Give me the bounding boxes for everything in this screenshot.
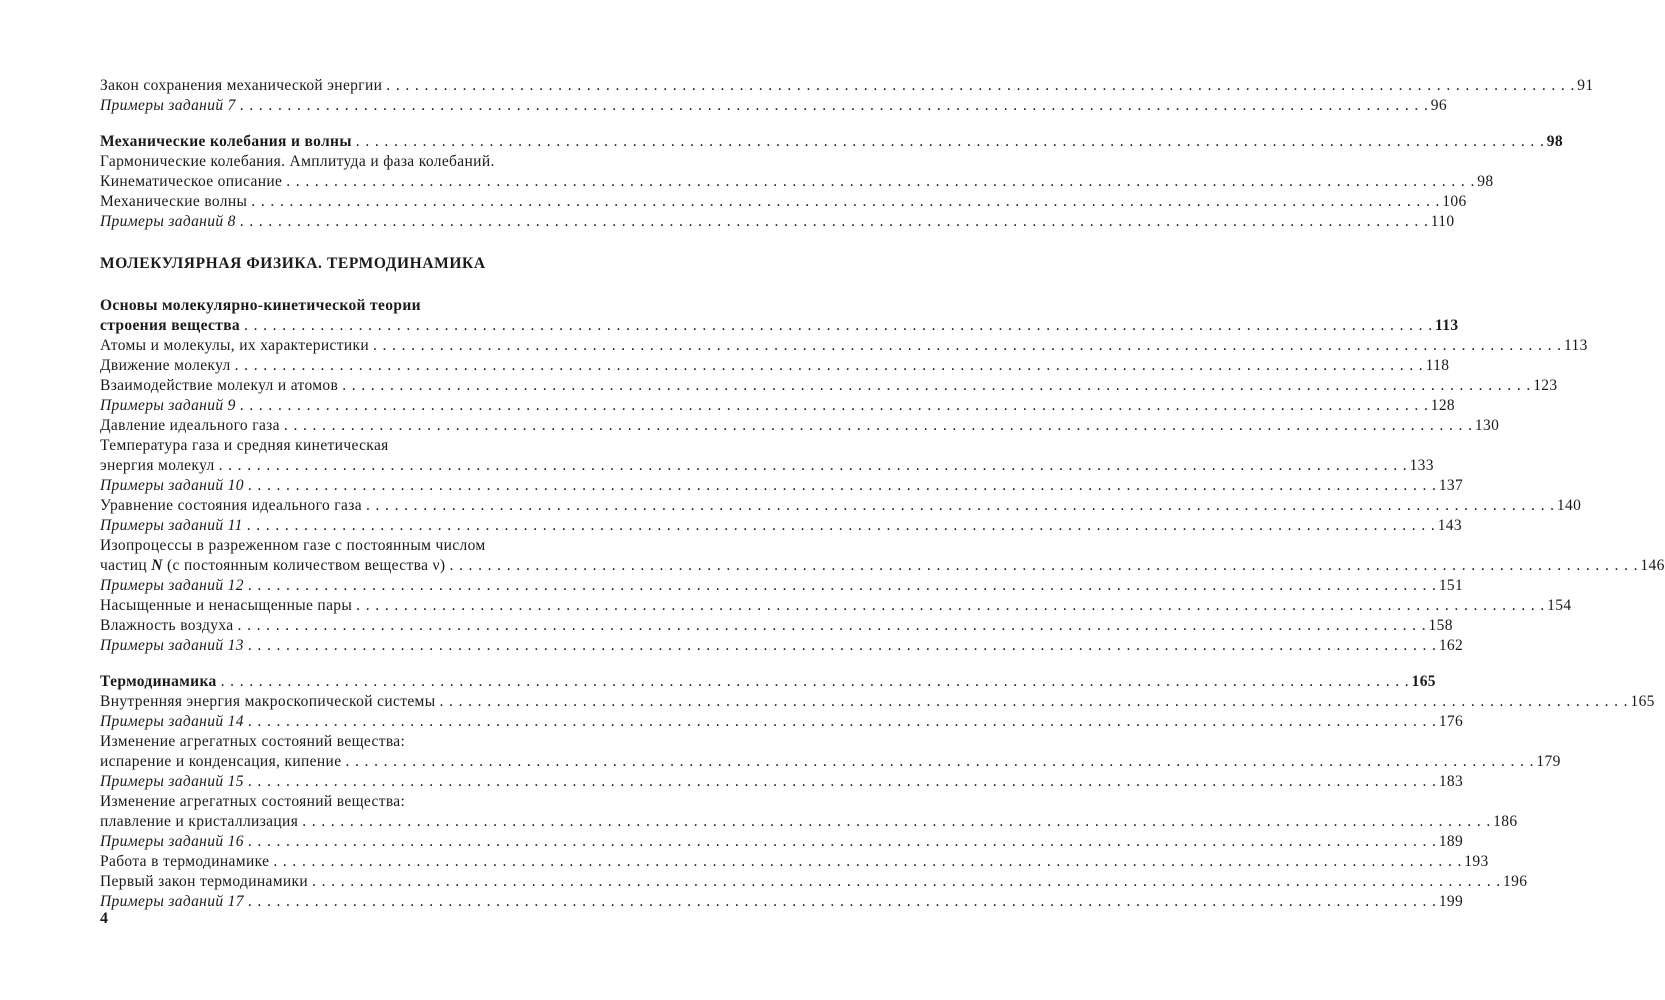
toc-entry (100, 596, 1572, 616)
dot-leader (244, 316, 1433, 336)
toc-entry (100, 356, 1450, 376)
toc-entry-page: 143 (1437, 517, 1462, 534)
toc-entry-page: 151 (1438, 577, 1464, 594)
toc-entry (100, 576, 1464, 596)
toc-entry-title: Примеры заданий 17 (100, 893, 244, 910)
toc-entry (100, 852, 1489, 872)
toc-entry-title: Изопроцессы в разреженном газе с постоянным числом (100, 537, 486, 554)
toc-entry-title: Примеры заданий 13 (100, 637, 244, 654)
toc-entry-title: Примеры заданий 7 (100, 97, 236, 114)
toc-entry (100, 752, 1561, 772)
toc-chapter-title: строения вещества (100, 317, 241, 334)
toc-entry (100, 396, 1456, 416)
toc-entry-title: Давление идеального газа (100, 417, 280, 434)
toc-entry (100, 812, 1518, 832)
toc-entry-page: 137 (1438, 477, 1464, 494)
toc-entry-title: Влажность воздуха (100, 617, 234, 634)
toc-entry (100, 892, 1464, 912)
toc-chapter-header (100, 672, 1436, 692)
toc-entry-wrapped-line (100, 732, 713, 752)
toc-entry (100, 496, 1582, 516)
toc-chapter-title: Механические колебания и волны (100, 133, 352, 150)
dot-leader (386, 76, 1575, 96)
toc-entry-title: энергия молекул (100, 457, 215, 474)
dot-leader (240, 212, 1429, 232)
toc-entry (100, 96, 1447, 116)
dot-leader (247, 516, 1436, 536)
toc-entry-title: Примеры заданий 9 (100, 397, 236, 414)
dot-leader (240, 396, 1429, 416)
toc-entry-wrapped-line (100, 536, 713, 556)
toc-entry-title: Примеры заданий 12 (100, 577, 244, 594)
dot-leader (373, 336, 1562, 356)
toc-entry-title (100, 556, 445, 576)
toc-entry-wrapped-line (100, 152, 713, 172)
toc-entry-title: Примеры заданий 15 (100, 773, 244, 790)
toc-entry-page: 128 (1430, 397, 1456, 414)
toc-entry-page: 123 (1533, 377, 1558, 394)
toc-entry (100, 616, 1453, 636)
dot-leader (449, 556, 1638, 576)
toc-entry-page: 91 (1577, 77, 1594, 94)
dot-leader (342, 376, 1531, 396)
toc-chapter-header-wrapped-line (100, 296, 713, 316)
dot-leader (356, 132, 1545, 152)
toc-entry (100, 416, 1500, 436)
toc-entry-title: Изменение агрегатных состояний вещества: (100, 733, 406, 750)
toc-entry-title: испарение и конденсация, кипение (100, 753, 342, 770)
toc-entry-title: Насыщенные и ненасыщенные пары (100, 597, 353, 614)
toc-entry (100, 172, 1494, 192)
dot-leader (219, 456, 1408, 476)
toc-entry (100, 476, 1464, 496)
toc-entry-title: Примеры заданий 14 (100, 713, 244, 730)
toc-entry (100, 636, 1464, 656)
dot-leader (248, 772, 1437, 792)
toc-entry-title: Механические волны (100, 193, 248, 210)
spacer (100, 274, 713, 296)
toc-entry-page: 98 (1546, 133, 1563, 150)
toc-entry-title: Движение молекул (100, 357, 231, 374)
toc-entry (100, 556, 1665, 576)
dot-leader (248, 832, 1437, 852)
toc-entry-title: Уравнение состояния идеального газа (100, 497, 362, 514)
toc-entry-page: 199 (1438, 893, 1464, 910)
toc-entry-page: 106 (1442, 193, 1467, 210)
toc-entry-page: 176 (1438, 713, 1464, 730)
toc-entry-title: Работа в термодинамике (100, 853, 270, 870)
toc-entry-page: 179 (1536, 753, 1561, 770)
toc-entry-wrapped-line (100, 436, 713, 456)
toc-entry-page: 110 (1430, 213, 1455, 230)
toc-chapter-title: Термодинамика (100, 673, 217, 690)
toc-entry-page: 165 (1411, 673, 1436, 690)
dot-leader (284, 416, 1473, 436)
toc-entry (100, 692, 1655, 712)
toc-entry-title: Примеры заданий 11 (100, 517, 243, 534)
toc-chapter-header (100, 316, 1459, 336)
toc-entry-page: 196 (1503, 873, 1528, 890)
toc-entry-title-part: (с постоянным количеством вещества ν) (162, 557, 446, 574)
toc-entry-wrapped-line (100, 792, 713, 812)
toc-entry (100, 832, 1464, 852)
page-number: 4 (100, 910, 108, 927)
dot-leader (312, 872, 1501, 892)
toc-entry-title: Внутренняя энергия макроскопической системы (100, 693, 436, 710)
toc-entry-title: Закон сохранения механической энергии (100, 77, 383, 94)
toc-entry (100, 336, 1588, 356)
toc-entry-title: Взаимодействие молекул и атомов (100, 377, 339, 394)
dot-leader (238, 616, 1427, 636)
toc-entry (100, 212, 1455, 232)
toc-entry-page: 193 (1464, 853, 1489, 870)
toc-chapter-title: Основы молекулярно-кинетической теории (100, 297, 421, 314)
toc-entry-title: Гармонические колебания. Амплитуда и фаза колебаний. (100, 153, 495, 170)
dot-leader (356, 596, 1545, 616)
toc-entry-page: 133 (1409, 457, 1434, 474)
toc-entry-title: Атомы и молекулы, их характеристики (100, 337, 369, 354)
dot-leader (248, 712, 1437, 732)
toc-entry-page: 146 (1640, 557, 1665, 574)
dot-leader (240, 96, 1429, 116)
dot-leader (273, 852, 1462, 872)
dot-leader (248, 576, 1437, 596)
toc-entry-page: 98 (1477, 173, 1494, 190)
toc-entry-title-part: частиц (100, 557, 152, 574)
toc-entry (100, 772, 1464, 792)
dot-leader (286, 172, 1475, 192)
dot-leader (302, 812, 1491, 832)
toc-entry-title: Примеры заданий 16 (100, 833, 244, 850)
toc-entry (100, 516, 1462, 536)
toc-entry-title: Примеры заданий 10 (100, 477, 244, 494)
toc-entry-title: плавление и кристаллизация (100, 813, 299, 830)
dot-leader (345, 752, 1534, 772)
toc-entry-title: Кинематическое описание (100, 173, 283, 190)
toc-entry-title: Температура газа и средняя кинетическая (100, 437, 389, 454)
toc-entry-title: Примеры заданий 8 (100, 213, 236, 230)
toc-entry-page: 183 (1438, 773, 1464, 790)
toc-chapter-header (100, 132, 1563, 152)
toc-entry (100, 712, 1464, 732)
section-heading: МОЛЕКУЛЯРНАЯ ФИЗИКА. ТЕРМОДИНАМИКА (100, 255, 486, 272)
toc-entry-page: 189 (1438, 833, 1464, 850)
toc-entry-page: 165 (1630, 693, 1655, 710)
toc-entry-page: 140 (1556, 497, 1582, 514)
toc-entry-page: 118 (1425, 357, 1450, 374)
toc-entry-page: 186 (1493, 813, 1518, 830)
toc-entry-page: 158 (1428, 617, 1453, 634)
dot-leader (235, 356, 1424, 376)
dot-leader (366, 496, 1555, 516)
toc-entry-page: 113 (1435, 317, 1459, 334)
toc-entry (100, 456, 1434, 476)
toc-entry-page: 130 (1474, 417, 1500, 434)
toc-entry-page: 96 (1430, 97, 1447, 114)
table-of-contents (100, 76, 1665, 912)
toc-entry-page: 162 (1438, 637, 1464, 654)
dot-leader (248, 636, 1437, 656)
spacer (100, 656, 713, 672)
toc-entry-title: Изменение агрегатных состояний вещества: (100, 793, 406, 810)
toc-entry (100, 376, 1558, 396)
dot-leader (251, 192, 1440, 212)
dot-leader (248, 476, 1437, 496)
spacer (100, 116, 713, 132)
toc-entry-title: Первый закон термодинамики (100, 873, 309, 890)
dot-leader (248, 892, 1437, 912)
toc-entry (100, 872, 1528, 892)
toc-entry (100, 76, 1594, 96)
spacer (100, 232, 713, 254)
particle-count-symbol: N (151, 557, 163, 574)
toc-entry (100, 192, 1467, 212)
dot-leader (221, 672, 1410, 692)
toc-entry-page: 154 (1547, 597, 1572, 614)
dot-leader (439, 692, 1628, 712)
toc-entry-page: 113 (1563, 337, 1588, 354)
